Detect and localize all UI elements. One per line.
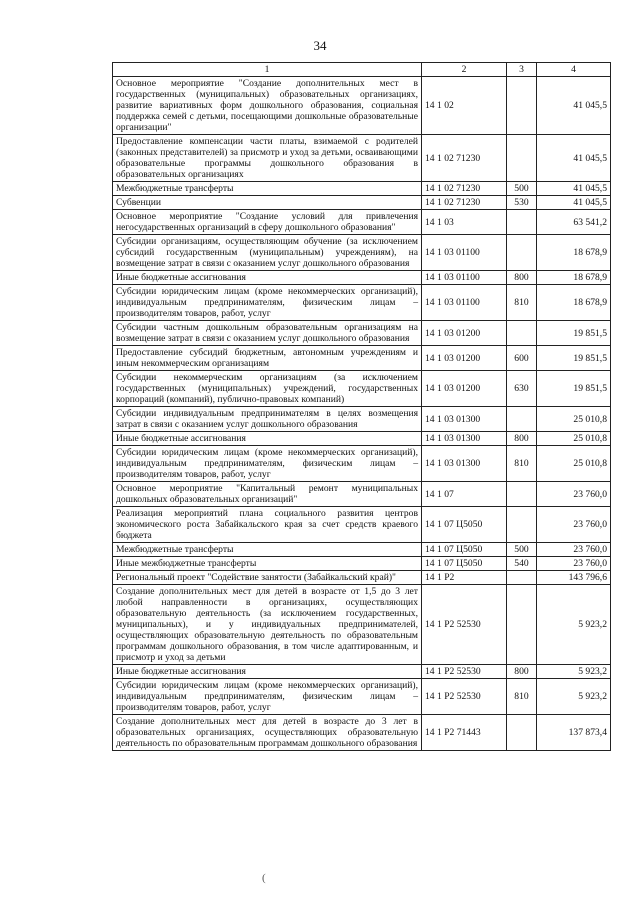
table-header-row	[113, 63, 611, 77]
row-expense-type-cell	[507, 482, 537, 507]
row-name-cell: Реализация мероприятий плана социального развития центров экономического роста Забайкальского края за счет средств краевого бюджета	[113, 507, 422, 543]
table-row	[113, 182, 611, 196]
row-amount-cell: 5 923,2	[537, 585, 611, 665]
row-code-cell: 14 1 Р2 71443	[422, 715, 507, 751]
table-row	[113, 557, 611, 571]
budget-table	[112, 62, 611, 751]
row-amount-cell: 5 923,2	[537, 679, 611, 715]
row-amount-cell: 41 045,5	[537, 196, 611, 210]
row-code-cell: 14 1 07 Ц5050	[422, 557, 507, 571]
row-code-cell: 14 1 03 01200	[422, 321, 507, 346]
row-name-cell: Основное мероприятие "Создание условий для привлечения негосударственных организаций в сферу дошкольного образования"	[113, 210, 422, 235]
row-name-cell: Субсидии некоммерческим организациям (за исключением государственных (муниципальных) учреждений, государственных корпораций (компаний), публично-правовых компаний)	[113, 371, 422, 407]
table-row	[113, 571, 611, 585]
row-expense-type-cell: 810	[507, 285, 537, 321]
row-expense-type-cell: 540	[507, 557, 537, 571]
row-name-cell: Предоставление субсидий бюджетным, автономным учреждениям и иным некоммерческим организациям	[113, 346, 422, 371]
row-expense-type-cell	[507, 135, 537, 182]
row-code-cell: 14 1 Р2 52530	[422, 679, 507, 715]
row-name-cell: Основное мероприятие "Капитальный ремонт муниципальных дошкольных образовательных организаций"	[113, 482, 422, 507]
row-name-cell: Иные бюджетные ассигнования	[113, 432, 422, 446]
row-expense-type-cell: 800	[507, 665, 537, 679]
row-code-cell: 14 1 03	[422, 210, 507, 235]
row-expense-type-cell	[507, 321, 537, 346]
row-expense-type-cell	[507, 585, 537, 665]
table-row	[113, 407, 611, 432]
row-amount-cell: 23 760,0	[537, 557, 611, 571]
row-code-cell: 14 1 02 71230	[422, 135, 507, 182]
row-amount-cell: 19 851,5	[537, 346, 611, 371]
row-code-cell: 14 1 03 01300	[422, 432, 507, 446]
row-name-cell: Иные межбюджетные трансферты	[113, 557, 422, 571]
row-amount-cell: 63 541,2	[537, 210, 611, 235]
row-code-cell: 14 1 03 01100	[422, 285, 507, 321]
row-name-cell: Иные бюджетные ассигнования	[113, 665, 422, 679]
row-amount-cell: 23 760,0	[537, 543, 611, 557]
table-row	[113, 715, 611, 751]
row-code-cell: 14 1 Р2	[422, 571, 507, 585]
row-code-cell: 14 1 02 71230	[422, 182, 507, 196]
row-expense-type-cell: 500	[507, 182, 537, 196]
row-amount-cell: 25 010,8	[537, 432, 611, 446]
table-row	[113, 482, 611, 507]
table-row	[113, 346, 611, 371]
row-code-cell: 14 1 07	[422, 482, 507, 507]
row-code-cell: 14 1 03 01200	[422, 346, 507, 371]
row-amount-cell: 18 678,9	[537, 235, 611, 271]
row-amount-cell: 19 851,5	[537, 321, 611, 346]
row-expense-type-cell: 500	[507, 543, 537, 557]
row-amount-cell: 19 851,5	[537, 371, 611, 407]
row-name-cell: Основное мероприятие "Создание дополнительных мест в государственных (муниципальных) образовательных организациях, развитие вариативных форм дошкольного образования, социальная поддержка семей с детьми, посещающими дошкольные образовательные организации"	[113, 77, 422, 135]
table-row	[113, 432, 611, 446]
row-amount-cell: 25 010,8	[537, 407, 611, 432]
table-row	[113, 507, 611, 543]
row-code-cell: 14 1 Р2 52530	[422, 665, 507, 679]
row-code-cell: 14 1 02 71230	[422, 196, 507, 210]
table-row	[113, 446, 611, 482]
row-expense-type-cell	[507, 507, 537, 543]
row-name-cell: Создание дополнительных мест для детей в возрасте до 3 лет в образовательных организациях, осуществляющих образовательную деятельность по образовательным программам дошкольного образования	[113, 715, 422, 751]
column-header-code: 2	[422, 63, 507, 77]
table-row	[113, 77, 611, 135]
table-row	[113, 235, 611, 271]
row-name-cell: Субсидии юридическим лицам (кроме некоммерческих организаций), индивидуальным предпринимателям, физическим лицам – производителям товаров, работ, услуг	[113, 446, 422, 482]
table-row	[113, 665, 611, 679]
row-expense-type-cell	[507, 235, 537, 271]
table-row	[113, 285, 611, 321]
row-name-cell: Субсидии частным дошкольным образовательным организациям на возмещение затрат в связи с оказанием услуг дошкольного образования	[113, 321, 422, 346]
row-expense-type-cell: 800	[507, 432, 537, 446]
table-body	[113, 77, 611, 751]
row-amount-cell: 18 678,9	[537, 285, 611, 321]
row-name-cell: Межбюджетные трансферты	[113, 543, 422, 557]
row-expense-type-cell	[507, 210, 537, 235]
row-name-cell: Субвенции	[113, 196, 422, 210]
row-code-cell: 14 1 03 01300	[422, 407, 507, 432]
row-expense-type-cell	[507, 571, 537, 585]
row-name-cell: Региональный проект "Содействие занятости (Забайкальский край)"	[113, 571, 422, 585]
row-name-cell: Иные бюджетные ассигнования	[113, 271, 422, 285]
row-name-cell: Субсидии индивидуальным предпринимателям в целях возмещения затрат в связи с оказанием услуг дошкольного образования	[113, 407, 422, 432]
table-row	[113, 196, 611, 210]
row-name-cell: Межбюджетные трансферты	[113, 182, 422, 196]
footer-mark: (	[262, 872, 266, 884]
row-amount-cell: 23 760,0	[537, 482, 611, 507]
row-expense-type-cell: 800	[507, 271, 537, 285]
row-expense-type-cell	[507, 407, 537, 432]
row-expense-type-cell: 810	[507, 446, 537, 482]
row-amount-cell: 5 923,2	[537, 665, 611, 679]
row-amount-cell: 23 760,0	[537, 507, 611, 543]
row-code-cell: 14 1 03 01300	[422, 446, 507, 482]
row-name-cell: Субсидии юридическим лицам (кроме некоммерческих организаций), индивидуальным предпринимателям, физическим лицам – производителям товаров, работ, услуг	[113, 679, 422, 715]
table-row	[113, 271, 611, 285]
table-row	[113, 135, 611, 182]
row-amount-cell: 137 873,4	[537, 715, 611, 751]
row-amount-cell: 18 678,9	[537, 271, 611, 285]
row-amount-cell: 41 045,5	[537, 135, 611, 182]
table-row	[113, 585, 611, 665]
row-code-cell: 14 1 02	[422, 77, 507, 135]
row-expense-type-cell	[507, 77, 537, 135]
table-row	[113, 210, 611, 235]
row-code-cell: 14 1 03 01200	[422, 371, 507, 407]
row-amount-cell: 41 045,5	[537, 77, 611, 135]
column-header-amount: 4	[537, 63, 611, 77]
row-name-cell: Создание дополнительных мест для детей в возрасте от 1,5 до 3 лет любой направленности в организациях, осуществляющих образовательную деятельность (за исключением государственных, муниципальных), и у индивидуальных предпринимателей, осуществляющих образовательную деятельность по образовательным программам дошкольного образования, в том числе адаптированным, и присмотр и уход за детьми	[113, 585, 422, 665]
row-amount-cell: 143 796,6	[537, 571, 611, 585]
column-header-expense-type: 3	[507, 63, 537, 77]
row-expense-type-cell	[507, 715, 537, 751]
row-expense-type-cell: 810	[507, 679, 537, 715]
row-code-cell: 14 1 07 Ц5050	[422, 543, 507, 557]
row-expense-type-cell: 630	[507, 371, 537, 407]
row-expense-type-cell: 530	[507, 196, 537, 210]
table-row	[113, 321, 611, 346]
row-code-cell: 14 1 03 01100	[422, 271, 507, 285]
row-amount-cell: 41 045,5	[537, 182, 611, 196]
table-row	[113, 543, 611, 557]
row-name-cell: Предоставление компенсации части платы, взимаемой с родителей (законных представителей) за присмотр и уход за детьми, осваивающими образовательные программы дошкольного образования в образовательных организациях	[113, 135, 422, 182]
table-row	[113, 371, 611, 407]
row-code-cell: 14 1 03 01100	[422, 235, 507, 271]
table-row	[113, 679, 611, 715]
row-amount-cell: 25 010,8	[537, 446, 611, 482]
row-name-cell: Субсидии юридическим лицам (кроме некоммерческих организаций), индивидуальным предпринимателям, физическим лицам – производителям товаров, работ, услуг	[113, 285, 422, 321]
page-number: 34	[313, 38, 327, 53]
row-code-cell: 14 1 Р2 52530	[422, 585, 507, 665]
row-code-cell: 14 1 07 Ц5050	[422, 507, 507, 543]
row-expense-type-cell: 600	[507, 346, 537, 371]
column-header-name: 1	[113, 63, 422, 77]
row-name-cell: Субсидии организациям, осуществляющим обучение (за исключением субсидий государственным (муниципальным) учреждениям), на возмещение затрат в связи с оказанием услуг дошкольного образования	[113, 235, 422, 271]
